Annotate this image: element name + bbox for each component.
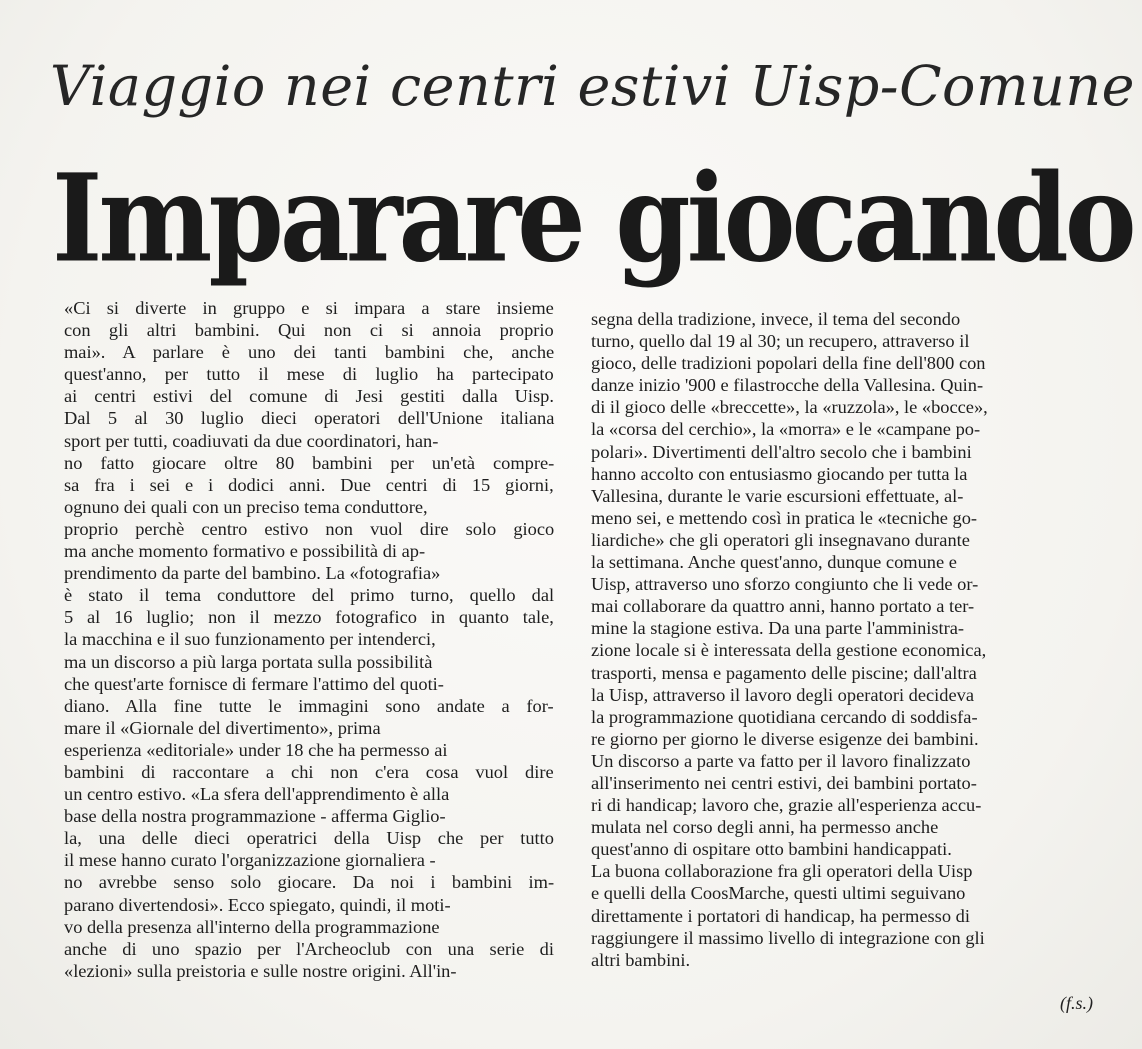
text-line: ognuno dei quali con un preciso tema conduttore, [64,496,428,517]
text-line: no avrebbe senso solo giocare. Da noi i bambini im- [64,872,555,893]
text-line: no fatto giocare oltre 80 bambini per un'età compre- [64,452,555,473]
text-line: altri bambini. [591,949,691,970]
text-line: il mese hanno curato l'organizzazione giornaliera - [64,850,436,871]
text-line: di il gioco delle «breccette», la «ruzzola», le «bocce», [591,397,988,418]
text-line: e quelli della CoosMarche, questi ultimi seguivano [591,883,966,904]
text-line: la programmazione quotidiana cercando di soddisfa- [591,706,978,727]
text-line: all'inserimento nei centri estivi, dei bambini portato- [591,772,977,793]
text-line: ai centri estivi del comune di Jesi gestiti dalla Uisp. [64,386,554,407]
text-line: mai collaborare da quattro anni, hanno portato a ter- [591,596,975,617]
article-column-left [64,297,554,982]
text-line: segna della tradizione, invece, il tema del secondo [591,309,961,329]
text-line: ma un discorso a più larga portata sulla possibilità [64,651,433,672]
text-line: la settimana. Anche quest'anno, dunque comune e [591,552,957,573]
text-line: la «corsa del cerchio», la «morra» e le «campane po- [591,419,981,440]
article-column-right [591,308,1116,971]
text-line: è stato il tema conduttore del primo turno, quello dal [64,585,555,606]
text-line: turno, quello dal 19 al 30; un recupero, attraverso il [591,331,970,352]
text-line: «lezioni» sulla preistoria e sulle nostre origini. All'in- [64,960,457,981]
text-line: mine la stagione estiva. Da una parte l'amministra- [591,618,965,639]
text-line: la Uisp, attraverso il lavoro degli operatori decideva [591,684,974,705]
text-line: Vallesina, durante le varie escursioni effettuate, al- [591,485,964,506]
text-line: 5 al 16 luglio; non il mezzo fotografico in quanto tale, [64,607,554,628]
article-headline: Imparare giocando [52,148,1133,290]
text-line: polari». Divertimenti dell'altro secolo che i bambini [591,441,972,462]
text-line: che quest'arte fornisce di fermare l'attimo del quoti- [64,673,444,694]
text-line: gioco, delle tradizioni popolari della fine dell'800 con [591,353,986,374]
text-line: «Ci si diverte in gruppo e si impara a stare insieme [64,298,554,318]
text-line: diano. Alla fine tutte le immagini sono andate a for- [64,695,554,716]
text-line: esperienza «editoriale» under 18 che ha permesso ai [64,739,448,760]
text-line: base della nostra programmazione - afferma Gigliо- [64,806,446,827]
text-line: bambini di raccontare a chi non c'era cosa vuol dire [64,761,554,782]
text-line: trasporti, mensa e pagamento delle piscine; dall'altra [591,662,977,683]
text-line: sa fra i sei e i dodici anni. Due centri di 15 giorni, [64,474,554,495]
text-line: mulata nel corso degli anni, ha permesso anche [591,817,939,838]
text-line: La buona collaborazione fra gli operatori della Uisp [591,861,973,882]
text-line: direttamente i portatori di handicap, ha permesso di [591,905,970,926]
text-line: liardiche» che gli operatori gli insegnavano durante [591,529,970,550]
text-line: anche di uno spazio per l'Archeoclub con una serie di [64,938,554,959]
text-line: parano divertendosi». Ecco spiegato, quindi, il moti- [64,894,451,915]
text-line: sport per tutti, coadiuvati da due coordinatori, han- [64,430,439,451]
text-line: ri di handicap; lavoro che, grazie all'esperienza accu- [591,795,982,816]
text-line: la macchina e il suo funzionamento per intenderci, [64,629,436,650]
text-line: vo della presenza all'interno della programmazione [64,916,440,937]
text-line: meno sei, e mettendo così in pratica le «tecniche go- [591,507,978,528]
text-line: proprio perchè centro estivo non vuol dire solo gioco [64,518,555,539]
text-line: Dal 5 al 30 luglio dieci operatori dell'Unione italiana [64,408,555,429]
text-line: prendimento da parte del bambino. La «fotografia» [64,563,441,584]
text-line: quest'anno di ospitare otto bambini handicappati. [591,839,952,860]
text-line: Un discorso a parte va fatto per il lavoro finalizzato [591,750,971,771]
text-line: danze inizio '900 e filastrocche della Vallesina. Quin- [591,375,984,396]
text-line: zione locale si è interessata della gestione economica, [591,640,987,661]
text-line: con gli altri bambini. Qui non ci si annoia proprio [64,320,554,341]
text-line: la, una delle dieci operatrici della Uisp che per tutto [64,828,554,849]
author-signature: (f.s.) [1060,993,1093,1013]
text-line: mare il «Giornale del divertimento», prima [64,717,381,738]
text-line: mai». A parlare è uno dei tanti bambini che, anche [64,342,555,363]
text-line: Uisp, attraverso uno sforzo congiunto che li vede or- [591,574,979,595]
text-line: raggiungere il massimo livello di integrazione con gli [591,927,985,948]
text-line: ma anche momento formativo e possibilità di ap- [64,541,426,562]
text-line: quest'anno, per tutto il mese di luglio ha partecipato [64,364,554,385]
text-line: un centro estivo. «La sfera dell'apprendimento è alla [64,784,450,805]
text-line: re giorno per giorno le diverse esigenze dei bambini. [591,728,979,749]
article-kicker: Viaggio nei centri estivi Uisp-Comune [50,54,1136,119]
text-line: hanno accolto con entusiasmo giocando per tutta la [591,463,968,484]
